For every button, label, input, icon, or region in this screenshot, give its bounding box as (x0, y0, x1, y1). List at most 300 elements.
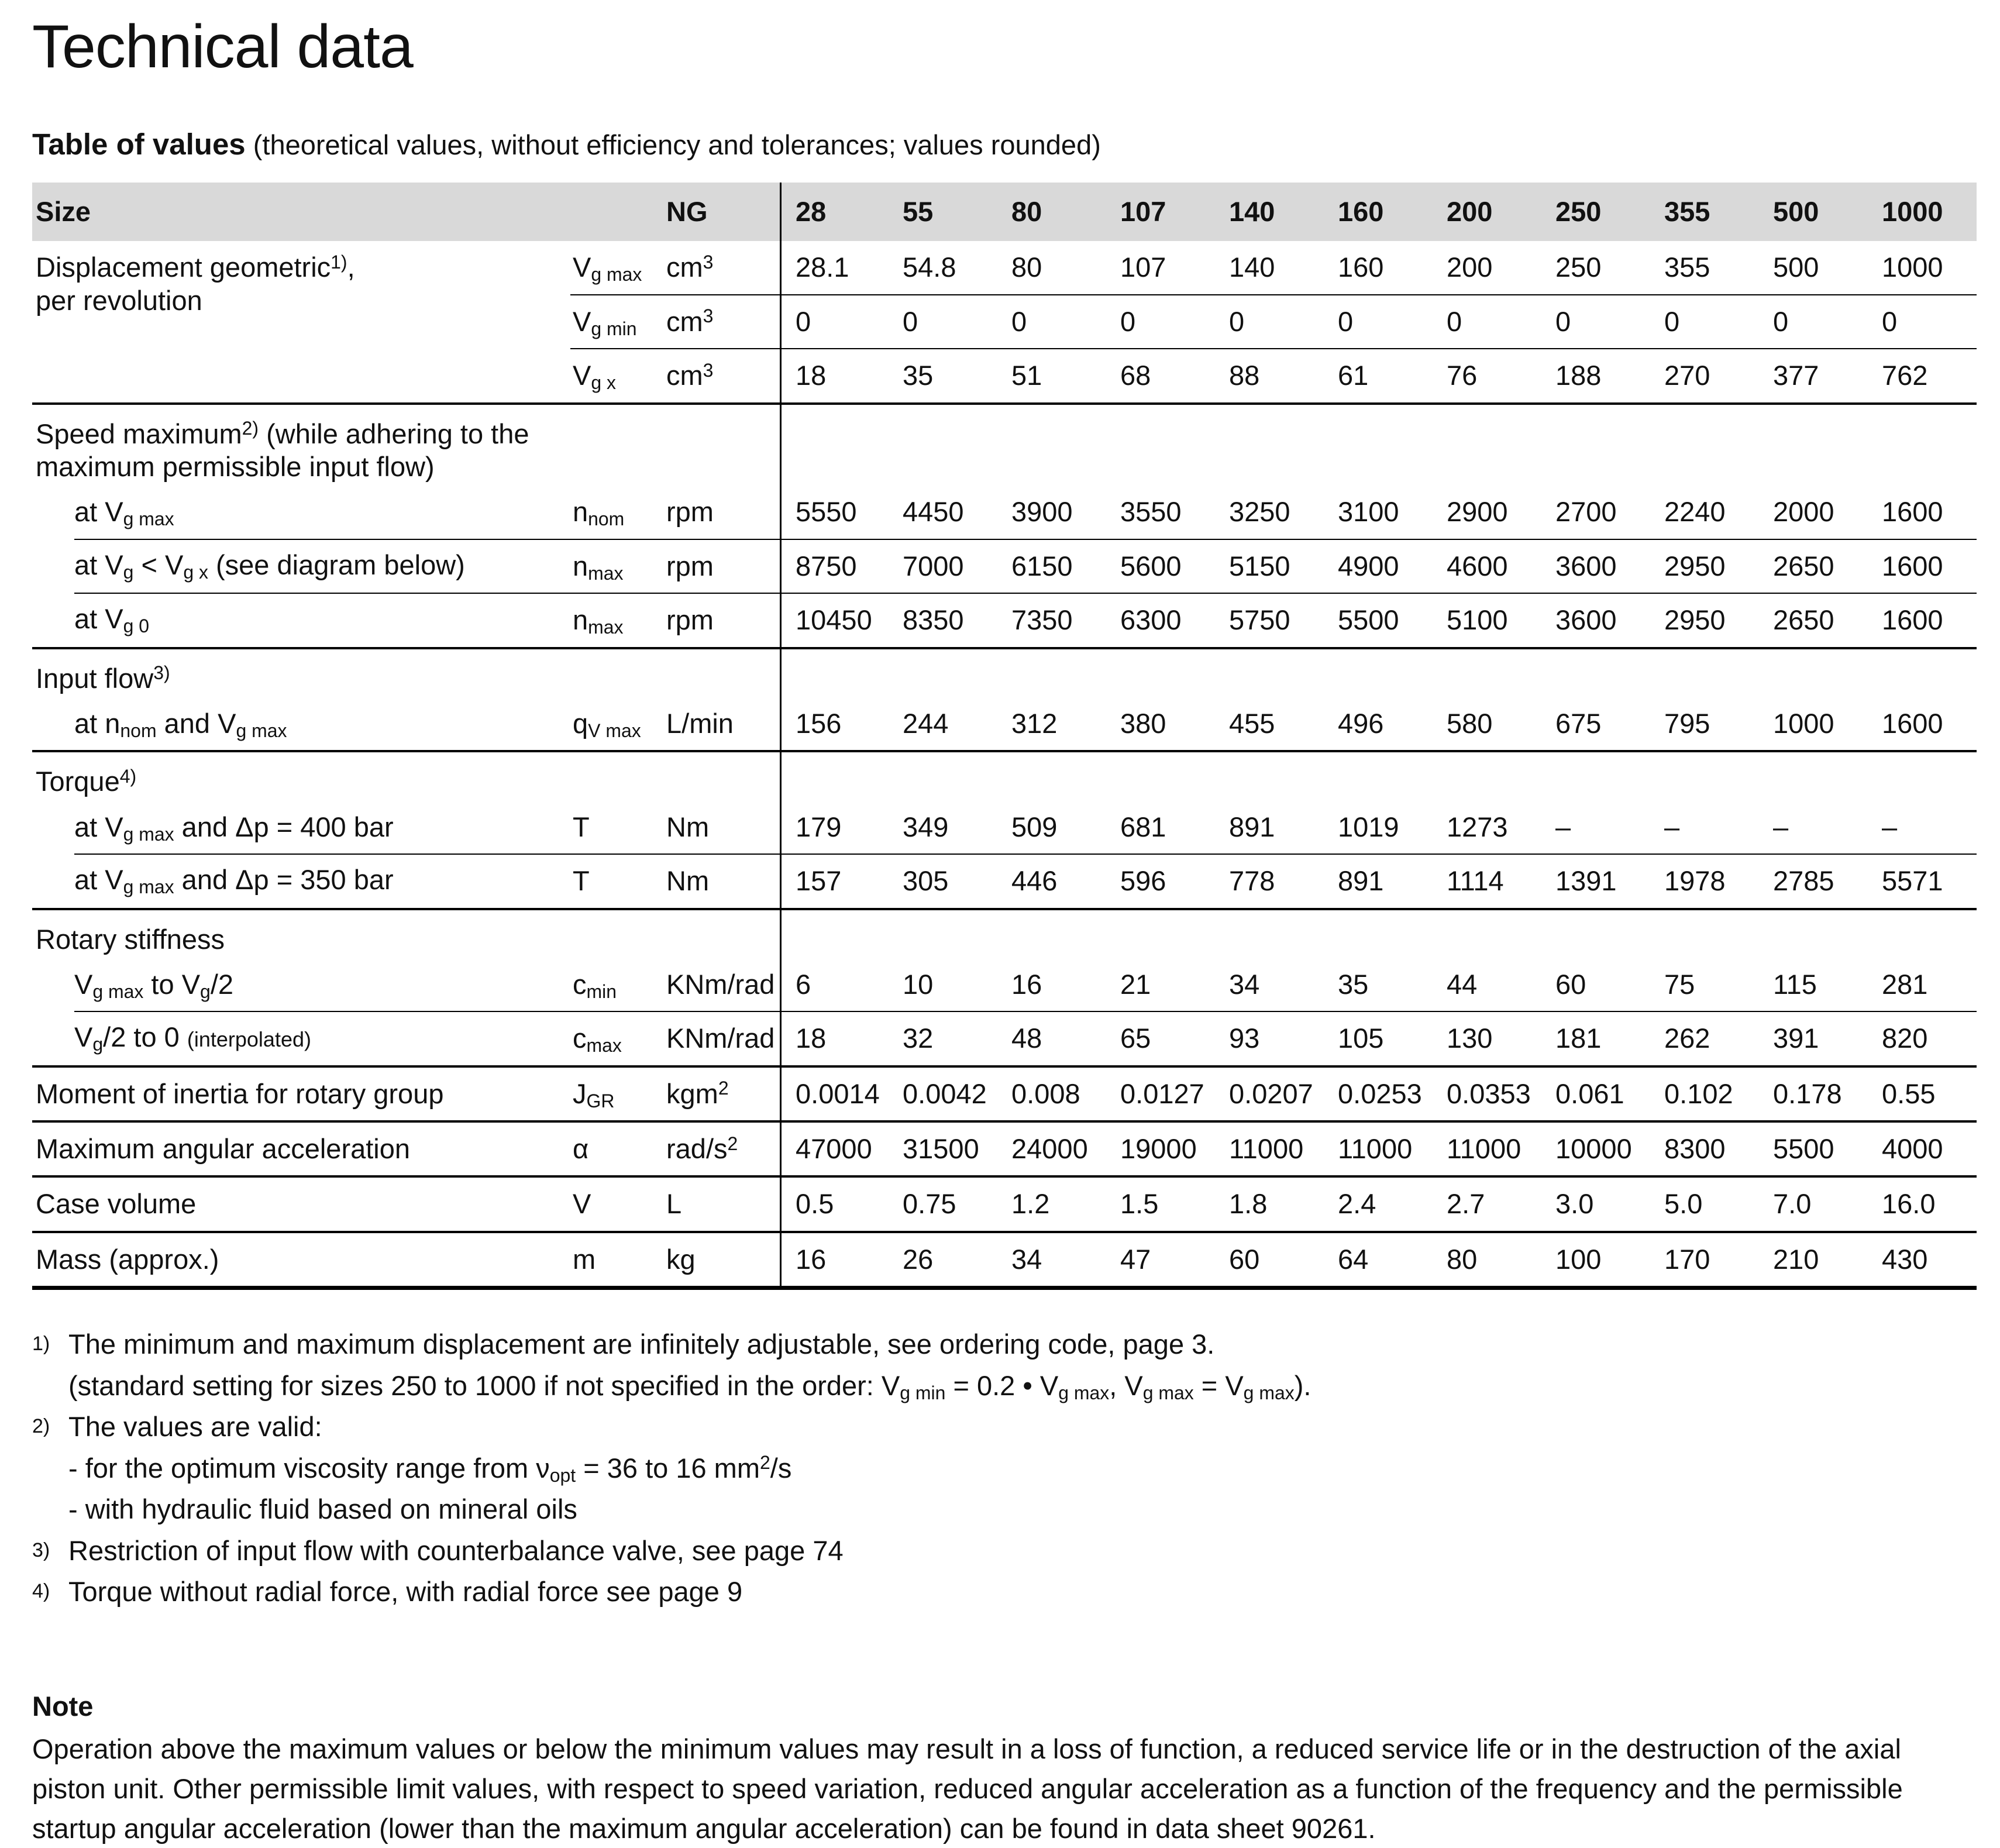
value-cell: 10 (903, 968, 934, 1000)
row-symbol: $n_{max}$ (570, 593, 663, 646)
row-unit: Nm (666, 811, 710, 842)
value-cell: 5100 (1433, 593, 1541, 646)
value-cell: 93 (1215, 1011, 1324, 1065)
row-unit: $cm^3$ (663, 294, 780, 348)
value-cell: 16 (1011, 968, 1042, 1000)
empty-cell (1324, 402, 1433, 486)
value-cell: 0.061 (1541, 1065, 1650, 1120)
column-header: 140 (1215, 183, 1324, 241)
value-cell: 4900 (1324, 539, 1433, 593)
note-heading: Note (32, 1690, 94, 1722)
value-cell: 1600 (1868, 593, 1977, 646)
value-cell: 34 (1229, 968, 1260, 1000)
value-cell: 1391 (1541, 854, 1650, 907)
empty-cell (1106, 750, 1215, 800)
table-row (32, 801, 1977, 854)
empty-cell (1433, 908, 1541, 958)
value-cell: 31500 (889, 1120, 997, 1175)
value-cell: 35 (889, 348, 997, 402)
value-cell: 54.8 (903, 252, 956, 283)
value-cell: 0.102 (1650, 1065, 1759, 1120)
value-cell: 1.8 (1215, 1175, 1324, 1230)
empty-cell (780, 647, 889, 697)
value-cell: 596 (1106, 854, 1215, 907)
footnotes (32, 1324, 1977, 1613)
value-cell: 305 (889, 854, 997, 907)
value-cell: 0 (1324, 294, 1433, 348)
value-cell: 32 (889, 1011, 997, 1065)
empty-cell (889, 647, 997, 697)
value-cell: 156 (780, 697, 889, 750)
row-symbol: $V_{g max}$ (573, 252, 642, 285)
value-cell: 0.75 (889, 1175, 997, 1230)
group-heading-row (32, 908, 1977, 958)
value-cell: 349 (903, 811, 949, 842)
row-label: at $V_{g max}$ (74, 496, 174, 530)
empty-cell (1759, 402, 1868, 486)
value-cell: 675 (1555, 707, 1602, 739)
table-row (32, 1120, 1977, 1175)
value-cell: 509 (1011, 811, 1058, 842)
footnote-marker: 2) (32, 1415, 50, 1438)
empty-cell (1106, 402, 1215, 486)
value-cell: 11000 (1324, 1120, 1433, 1175)
empty-cell (1868, 750, 1977, 800)
row-symbol: $J_{GR}$ (570, 1065, 663, 1120)
table-row (32, 486, 1977, 538)
empty-cell (780, 402, 889, 486)
group-heading-row (32, 750, 1977, 800)
row-symbol: α (570, 1120, 663, 1175)
empty-cell (1650, 750, 1759, 800)
table-row (32, 854, 1977, 907)
value-cell: 1600 (1868, 539, 1977, 593)
value-cell: 80 (1011, 252, 1042, 283)
column-header: 250 (1541, 183, 1650, 241)
value-cell: 2240 (1664, 496, 1726, 528)
value-cell: 496 (1338, 707, 1384, 739)
value-cell: 0.0253 (1324, 1065, 1433, 1120)
value-cell: 2785 (1759, 854, 1868, 907)
empty-cell (1759, 750, 1868, 800)
column-header: 500 (1759, 183, 1868, 241)
empty-cell (1868, 402, 1977, 486)
value-cell: 60 (1215, 1231, 1324, 1290)
empty-cell (1541, 402, 1650, 486)
value-cell: 7350 (997, 593, 1106, 646)
value-cell: 5500 (1324, 593, 1433, 646)
value-cell: 26 (889, 1231, 997, 1290)
column-header: 28 (780, 183, 889, 241)
value-cell: 10450 (780, 593, 889, 646)
value-cell: 18 (780, 1011, 889, 1065)
footnote (32, 1406, 1977, 1530)
value-cell: 210 (1759, 1231, 1868, 1290)
row-symbol: $V_{g min}$ (570, 294, 663, 348)
value-cell: 2000 (1773, 496, 1834, 528)
value-cell: 778 (1215, 854, 1324, 907)
footnote-text: The values are valid: - for the optimum viscosity range from $\nu_{opt} = 36$ to 16 $mm^2/s$ - with hydraulic fluid based on mineral oils (68, 1411, 792, 1525)
row-unit: L/min (666, 707, 734, 739)
value-cell: 0.0207 (1215, 1065, 1324, 1120)
page-title: Technical data (32, 13, 413, 81)
group-label (32, 647, 780, 697)
row-symbol: $n_{nom}$ (573, 496, 625, 530)
value-cell: 0.55 (1868, 1065, 1977, 1120)
row-unit: KNm/rad (666, 968, 775, 1000)
table-row (32, 241, 1977, 294)
value-cell: 0 (1759, 294, 1868, 348)
row-unit: rpm (666, 496, 714, 528)
empty-cell (1324, 750, 1433, 800)
row-unit: $cm^3$ (666, 252, 714, 283)
value-cell: 11000 (1433, 1120, 1541, 1175)
value-cell: 5571 (1868, 854, 1977, 907)
value-cell: 5150 (1215, 539, 1324, 593)
empty-cell (1868, 647, 1977, 697)
empty-cell (997, 908, 1106, 958)
empty-cell (1324, 647, 1433, 697)
column-header: 1000 (1868, 183, 1977, 241)
value-cell: – (1664, 811, 1680, 842)
value-cell: 61 (1324, 348, 1433, 402)
value-cell: 681 (1120, 811, 1166, 842)
empty-cell (1541, 908, 1650, 958)
value-cell: 5750 (1215, 593, 1324, 646)
empty-cell (1215, 750, 1324, 800)
empty-cell (1433, 750, 1541, 800)
value-cell: 44 (1447, 968, 1478, 1000)
value-cell: 2650 (1759, 539, 1868, 593)
value-cell: 16.0 (1868, 1175, 1977, 1230)
value-cell: 270 (1650, 348, 1759, 402)
section-heading: Table of values (32, 128, 246, 161)
empty-cell (1106, 908, 1215, 958)
value-cell: 2900 (1447, 496, 1508, 528)
value-cell: 377 (1759, 348, 1868, 402)
size-header: Size (32, 183, 663, 241)
value-cell: 28.1 (780, 241, 889, 294)
value-cell: 200 (1447, 252, 1493, 283)
table-row (32, 958, 1977, 1011)
value-cell: 1978 (1650, 854, 1759, 907)
empty-cell (1868, 908, 1977, 958)
value-cell: 21 (1120, 968, 1151, 1000)
footnote-marker: 3) (32, 1539, 50, 1561)
value-cell: 2700 (1555, 496, 1617, 528)
row-label: Case volume (32, 1175, 570, 1230)
table-header-row (32, 183, 1977, 241)
value-cell: 188 (1541, 348, 1650, 402)
value-cell: 47 (1106, 1231, 1215, 1290)
value-cell: 4000 (1868, 1120, 1977, 1175)
note-block (32, 1688, 1977, 1848)
group-label-text: Torque$^{4)}$ (36, 765, 137, 797)
value-cell: 115 (1773, 968, 1817, 1000)
value-cell: 0 (1650, 294, 1759, 348)
empty-cell (997, 402, 1106, 486)
group-label-text: Input flow$^{3)}$ (36, 662, 170, 694)
value-cell: 76 (1433, 348, 1541, 402)
value-cell: 446 (997, 854, 1106, 907)
group-label (32, 750, 780, 800)
value-cell: 0.0353 (1433, 1065, 1541, 1120)
value-cell: 24000 (997, 1120, 1106, 1175)
empty-cell (1106, 647, 1215, 697)
value-cell: 0 (997, 294, 1106, 348)
value-cell: 179 (780, 801, 889, 854)
value-cell: 1600 (1882, 496, 1943, 528)
value-cell: 35 (1338, 968, 1369, 1000)
empty-cell (1650, 402, 1759, 486)
value-cell: 0 (1215, 294, 1324, 348)
value-cell: 762 (1868, 348, 1977, 402)
value-cell: 4450 (903, 496, 964, 528)
value-cell: 3550 (1120, 496, 1182, 528)
row-unit: Nm (663, 854, 780, 907)
value-cell: 3250 (1229, 496, 1290, 528)
row-label: Maximum angular acceleration (32, 1120, 570, 1175)
empty-cell (1650, 647, 1759, 697)
value-cell: 1000 (1882, 252, 1943, 283)
row-symbol: $c_{max}$ (570, 1011, 663, 1065)
column-header: 160 (1324, 183, 1433, 241)
column-header: 355 (1650, 183, 1759, 241)
value-cell: 157 (780, 854, 889, 907)
footnote-text: The minimum and maximum displacement are infinitely adjustable, see ordering code, page 3. (standard setting for sizes 250 to 1000 if not specified in the order: $V_{g min} = 0.2$ • $V_{g max}$, $V_{g max} = V_{g max}$). (68, 1329, 1311, 1403)
table-row (32, 697, 1977, 750)
value-cell: 75 (1664, 968, 1695, 1000)
value-cell: 8300 (1650, 1120, 1759, 1175)
value-cell: 3600 (1541, 539, 1650, 593)
row-label: at $V_{g max}$ and Δp = 400 bar (74, 811, 394, 845)
value-cell: 312 (1011, 707, 1058, 739)
empty-cell (1215, 908, 1324, 958)
value-cell: 0.0014 (780, 1065, 889, 1120)
ng-header: NG (663, 183, 780, 241)
empty-cell (1433, 647, 1541, 697)
row-label: at $V_{g 0}$ (32, 593, 570, 646)
values-table (32, 183, 1977, 1290)
column-header: 80 (997, 183, 1106, 241)
value-cell: 0.178 (1759, 1065, 1868, 1120)
footnote-marker: 1) (32, 1333, 50, 1355)
row-symbol: $V_{g x}$ (570, 348, 663, 402)
row-unit: rpm (663, 593, 780, 646)
row-symbol: T (573, 811, 590, 842)
value-cell: 281 (1882, 968, 1928, 1000)
row-unit: $cm^3$ (663, 348, 780, 402)
value-cell: 3.0 (1541, 1175, 1650, 1230)
empty-cell (889, 908, 997, 958)
empty-cell (997, 647, 1106, 697)
empty-cell (889, 750, 997, 800)
value-cell: 0.5 (780, 1175, 889, 1230)
value-cell: 0 (780, 294, 889, 348)
value-cell: 795 (1664, 707, 1710, 739)
value-cell: 1273 (1447, 811, 1508, 842)
empty-cell (997, 750, 1106, 800)
table-row (32, 1065, 1977, 1120)
value-cell: 250 (1555, 252, 1602, 283)
value-cell: 6150 (997, 539, 1106, 593)
group-label-text: Speed maximum$^{2)}$ (while adhering to the maximum permissible input flow) (36, 418, 529, 482)
value-cell: 88 (1215, 348, 1324, 402)
value-cell: 355 (1664, 252, 1710, 283)
group-heading-row (32, 402, 1977, 486)
note-text: Operation above the maximum values or below the minimum values may result in a loss of function, a reduced service life or in the destruction of the axial piston unit. Other permissible limit values, with respect to speed variation, reduced angular acceleration as a function of the frequency and the permissible startup angular acceleration (lower than the maximum angular acceleration) can be found in data sheet 90261. (32, 1733, 1903, 1844)
value-cell: 3900 (1011, 496, 1073, 528)
value-cell: 500 (1773, 252, 1819, 283)
value-cell: 430 (1868, 1231, 1977, 1290)
table-row (32, 593, 1977, 646)
value-cell: 891 (1229, 811, 1275, 842)
value-cell: 2.4 (1324, 1175, 1433, 1230)
value-cell: 0 (1541, 294, 1650, 348)
table-row (32, 1011, 1977, 1065)
value-cell: 16 (780, 1231, 889, 1290)
row-unit: L (663, 1175, 780, 1230)
value-cell: 18 (780, 348, 889, 402)
value-cell: 5600 (1106, 539, 1215, 593)
value-cell: 1000 (1773, 707, 1834, 739)
row-symbol: $q_{V max}$ (573, 707, 641, 741)
row-symbol: m (570, 1231, 663, 1290)
value-cell: 10000 (1541, 1120, 1650, 1175)
value-cell: 19000 (1106, 1120, 1215, 1175)
value-cell: 891 (1324, 854, 1433, 907)
value-cell: 5500 (1759, 1120, 1868, 1175)
value-cell: 7.0 (1759, 1175, 1868, 1230)
section-subheading-text: (theoretical values, without efficiency and tolerances; values rounded) (253, 129, 1101, 161)
row-label: at $n_{nom}$ and $V_{g max}$ (74, 707, 287, 741)
row-label: $V_{g max}$ to $V_g/2$ (74, 968, 234, 1002)
value-cell: 1019 (1338, 811, 1399, 842)
footnote-text: Torque without radial force, with radial force see page 9 (68, 1576, 743, 1608)
value-cell: – (1555, 811, 1571, 842)
footnote (32, 1571, 1977, 1613)
value-cell: 51 (997, 348, 1106, 402)
values-table-body (32, 183, 1977, 1290)
value-cell: 580 (1447, 707, 1493, 739)
value-cell: 48 (997, 1011, 1106, 1065)
value-cell: 11000 (1215, 1120, 1324, 1175)
empty-cell (780, 750, 889, 800)
value-cell: 65 (1106, 1011, 1215, 1065)
value-cell: – (1882, 811, 1898, 842)
group-label (32, 402, 780, 486)
value-cell: 455 (1229, 707, 1275, 739)
row-unit: rad/$s^2$ (663, 1120, 780, 1175)
value-cell: 8350 (889, 593, 997, 646)
row-symbol: $n_{max}$ (570, 539, 663, 593)
value-cell: 3100 (1338, 496, 1399, 528)
footnote (32, 1324, 1977, 1406)
empty-cell (1215, 402, 1324, 486)
value-cell: 262 (1650, 1011, 1759, 1065)
row-label: $V_g/2$ to 0 (interpolated) (32, 1011, 570, 1065)
value-cell: 391 (1759, 1011, 1868, 1065)
table-row (32, 1175, 1977, 1230)
row-unit: kg (663, 1231, 780, 1290)
value-cell: 8750 (780, 539, 889, 593)
empty-cell (1759, 908, 1868, 958)
empty-cell (1759, 647, 1868, 697)
value-cell: 107 (1120, 252, 1166, 283)
value-cell: 64 (1324, 1231, 1433, 1290)
row-label: at $V_{g max}$ and Δp = 350 bar (32, 854, 570, 907)
value-cell: 2950 (1650, 539, 1759, 593)
value-cell: 2650 (1759, 593, 1868, 646)
table-row (32, 539, 1977, 593)
empty-cell (1433, 402, 1541, 486)
value-cell: 100 (1541, 1231, 1650, 1290)
value-cell: 2.7 (1433, 1175, 1541, 1230)
value-cell: 820 (1868, 1011, 1977, 1065)
table-row (32, 1231, 1977, 1290)
row-symbol: $c_{min}$ (573, 968, 617, 1002)
empty-cell (1650, 908, 1759, 958)
value-cell: 0 (889, 294, 997, 348)
value-cell: 105 (1324, 1011, 1433, 1065)
empty-cell (889, 402, 997, 486)
value-cell: 60 (1555, 968, 1586, 1000)
value-cell: 170 (1650, 1231, 1759, 1290)
value-cell: 244 (903, 707, 949, 739)
value-cell: 5550 (780, 486, 889, 538)
group-label-text: Rotary stiffness (36, 923, 225, 955)
column-header: 200 (1433, 183, 1541, 241)
value-cell: 4600 (1433, 539, 1541, 593)
column-header: 55 (889, 183, 997, 241)
value-cell: 0.008 (997, 1065, 1106, 1120)
row-label: Mass (approx.) (32, 1231, 570, 1290)
footnote-text: Restriction of input flow with counterbalance valve, see page 74 (68, 1534, 844, 1566)
column-header: 107 (1106, 183, 1215, 241)
row-unit: kgm$^2$ (663, 1065, 780, 1120)
group-label: Displacement geometric$^{1)}$, per revolution (36, 252, 355, 316)
value-cell: 0.0042 (889, 1065, 997, 1120)
empty-cell (780, 908, 889, 958)
value-cell: 80 (1433, 1231, 1541, 1290)
value-cell: 6 (780, 958, 889, 1011)
empty-cell (1324, 908, 1433, 958)
row-symbol: V (570, 1175, 663, 1230)
value-cell: 7000 (889, 539, 997, 593)
value-cell: 140 (1229, 252, 1275, 283)
group-heading-row (32, 647, 1977, 697)
value-cell: 181 (1541, 1011, 1650, 1065)
value-cell: 1600 (1882, 707, 1943, 739)
value-cell: 5.0 (1650, 1175, 1759, 1230)
value-cell: 1.5 (1106, 1175, 1215, 1230)
value-cell: 0 (1433, 294, 1541, 348)
row-unit: KNm/rad (663, 1011, 780, 1065)
footnote (32, 1530, 1977, 1572)
value-cell: 47000 (780, 1120, 889, 1175)
footnote-marker: 4) (32, 1580, 50, 1603)
section-subheading (253, 129, 1101, 160)
value-cell: 380 (1120, 707, 1166, 739)
value-cell: 6300 (1106, 593, 1215, 646)
section-heading-line (32, 125, 1977, 165)
row-unit: rpm (663, 539, 780, 593)
value-cell: 1114 (1433, 854, 1541, 907)
value-cell: 0 (1106, 294, 1215, 348)
empty-cell (1215, 647, 1324, 697)
row-symbol: T (570, 854, 663, 907)
value-cell: 68 (1106, 348, 1215, 402)
